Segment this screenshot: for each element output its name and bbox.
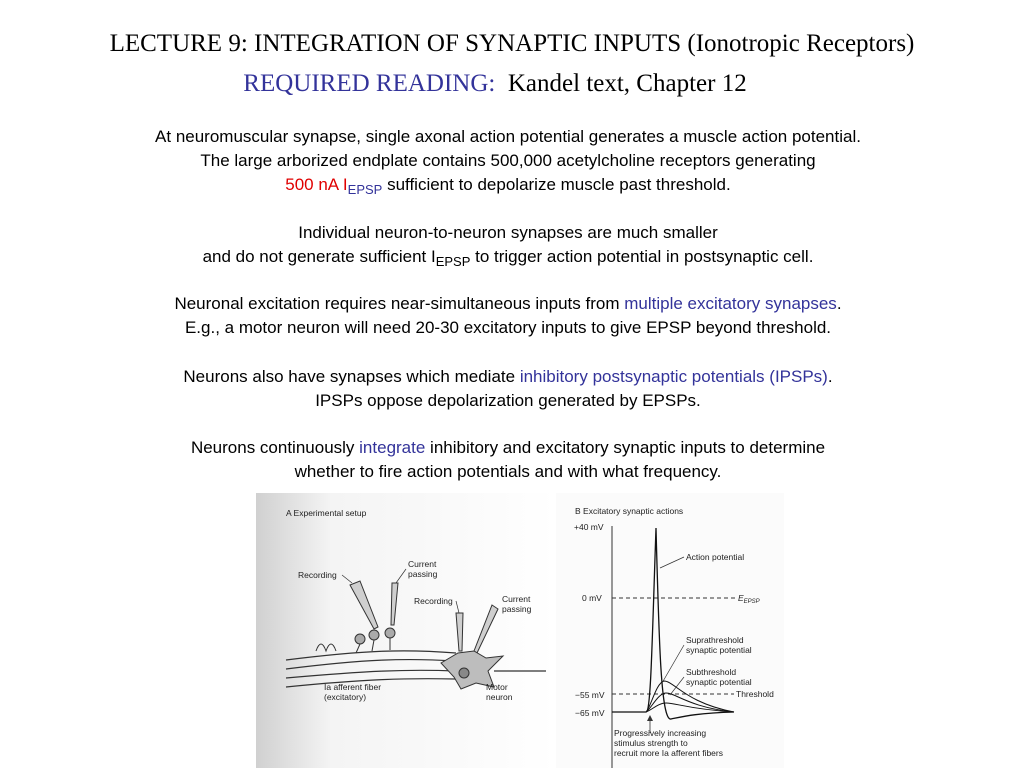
tick-plus40: +40 mV xyxy=(574,522,604,532)
paragraph-integrate xyxy=(0,436,1016,484)
p1-sub: EPSP xyxy=(347,182,383,197)
required-reading-label: REQUIRED READING: xyxy=(243,70,496,97)
page-title: LECTURE 9: INTEGRATION OF SYNAPTIC INPUTS (Ionotropic Receptors) xyxy=(109,30,915,57)
p2-line1: Individual neuron-to-neuron synapses are much smaller xyxy=(298,223,718,242)
figure-synaptic-actions xyxy=(256,493,784,768)
label-motor-a: Motor xyxy=(486,682,508,692)
p1-rest: sufficient to depolarize muscle past threshold. xyxy=(382,175,731,194)
p3-post: . xyxy=(836,294,842,313)
p5-line1 xyxy=(0,436,1016,460)
panel-b-excitatory-actions xyxy=(574,506,774,768)
p4-line1 xyxy=(0,365,1016,389)
label-current-2a: Current xyxy=(502,594,531,604)
note-line-3: recruit more Ia afferent fibers xyxy=(614,748,723,758)
p5-pre: Neurons continuously xyxy=(190,438,360,457)
p2-sub: EPSP xyxy=(435,254,471,269)
label-supra-a: Suprathreshold xyxy=(686,635,744,645)
tick-0: 0 mV xyxy=(582,593,602,603)
p1-line1: At neuromuscular synapse, single axonal action potential generates a muscle action potential. xyxy=(155,127,861,146)
p4-post: . xyxy=(827,367,833,386)
label-sub-a: Subthreshold xyxy=(686,667,737,677)
paragraph-neuron-synapses xyxy=(0,221,1016,269)
panel-b-title: B Excitatory synaptic actions xyxy=(575,506,684,516)
p5-line2: whether to fire action potentials and with what frequency. xyxy=(294,462,722,481)
p1-highlight: 500 nA I xyxy=(285,175,348,194)
note-line-1: Progressively increasing xyxy=(614,728,707,738)
p2-post: to trigger action potential in postsynaptic cell. xyxy=(470,247,814,266)
label-current-2b: passing xyxy=(502,604,532,614)
required-reading-text: Kandel text, Chapter 12 xyxy=(507,70,747,97)
p4-line2: IPSPs oppose depolarization generated by EPSPs. xyxy=(315,391,701,410)
p1-line3 xyxy=(0,173,1016,197)
tick-minus65: −65 mV xyxy=(575,708,605,718)
p4-pre: Neurons also have synapses which mediate xyxy=(183,367,520,386)
p5-post: inhibitory and excitatory synaptic inputs to determine xyxy=(425,438,826,457)
label-afferent-b: (excitatory) xyxy=(324,692,367,702)
label-afferent-a: Ia afferent fiber xyxy=(324,682,382,692)
p3-line2: E.g., a motor neuron will need 20-30 excitatory inputs to give EPSP beyond threshold. xyxy=(184,318,832,337)
p3-highlight: multiple excitatory synapses xyxy=(624,294,837,313)
p3-line1 xyxy=(0,292,1016,316)
p4-highlight: inhibitory postsynaptic potentials (IPSPs) xyxy=(519,367,828,386)
p2-line2 xyxy=(0,245,1016,269)
label-current-1b: passing xyxy=(408,569,438,579)
label-recording-2: Recording xyxy=(414,596,453,606)
label-action-potential: Action potential xyxy=(686,552,745,562)
label-sub-b: synaptic potential xyxy=(686,677,752,687)
p5-highlight: integrate xyxy=(359,438,426,457)
label-current-1a: Current xyxy=(408,559,437,569)
paragraph-neuromuscular xyxy=(0,125,1016,197)
tick-minus55: −55 mV xyxy=(575,690,605,700)
paragraph-excitation xyxy=(0,292,1016,340)
label-supra-b: synaptic potential xyxy=(686,645,752,655)
label-threshold: Threshold xyxy=(736,689,774,699)
label-recording-1: Recording xyxy=(298,570,337,580)
p1-line2: The large arborized endplate contains 500,000 acetylcholine receptors generating xyxy=(200,151,816,170)
panel-a-title: A Experimental setup xyxy=(286,508,367,518)
scan-shading xyxy=(256,493,556,768)
figure-svg xyxy=(256,493,784,768)
paragraph-ipsp xyxy=(0,365,1016,413)
label-e-epsp: $E_{EPSP}$ xyxy=(738,593,760,605)
p2-pre: and do not generate sufficient I xyxy=(202,247,436,266)
note-line-2: stimulus strength to xyxy=(614,738,688,748)
label-motor-b: neuron xyxy=(486,692,513,702)
required-reading xyxy=(0,70,990,98)
p3-pre: Neuronal excitation requires near-simultaneous inputs from xyxy=(174,294,625,313)
